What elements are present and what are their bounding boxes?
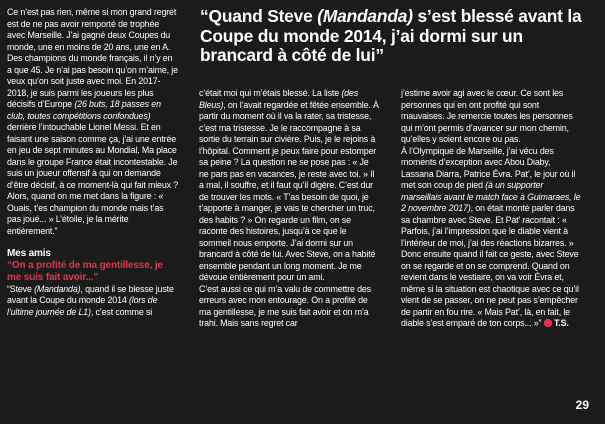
article-column-3 xyxy=(401,88,581,330)
headline: “Quand Steve (Mandanda) s’est blessé avant la Coupe du monde 2014, j’ai dormi sur un brancard à côté de lui” xyxy=(200,6,582,66)
pull-quote: “On a profité de ma gentillesse, je me suis fait avoir...” xyxy=(7,259,163,283)
paragraph: Des champions du monde français, il n’y en a que 45. Je n’ai pas besoin qu’on m’aime, je veux qu’on soit juste avec moi. En 2017-2018, je suis parmi les joueurs les plus décisifs d’Europe (26 buts, 18 passes en club, toutes compétitions confondues) derrière l’intouchable Lionel Messi. Et en faisant une saison comme ça, j’ai une entrée en jeu de sept minutes au Mondial. Ma place dans le groupe France était incontestable. Je suis un joueur offensif à qui on demande d’être décisif, à ce moment-là qui fait mieux ? Alors, quand on me met dans la figure : « Ouais, t’es champion du monde mais t’as pas joué... » L’étoile, je la mérite entièrement.” xyxy=(7,53,179,236)
article-column-1 xyxy=(7,7,179,318)
paragraph: C’est aussi ce qui m’a valu de commettre des erreurs avec mon entourage. On a profité de ma gentillesse, je me suis fait avoir et on m’a trahi. Mais sans regret car xyxy=(199,283,371,328)
article-column-2 xyxy=(199,88,380,330)
author-signature: T.S. xyxy=(553,318,569,328)
red-octagon-icon xyxy=(544,319,552,327)
paragraph: À l’Olympique de Marseille, j’ai vécu des moments d’exception avec Abou Diaby, Lassana Diarra, Patrice Évra. Pat’, le jour où il met son coup de pied (à un supporter marseillais avant le match face à Guimaraes, le 2 novembre 2017), on était monté parler dans sa chambre avec Steve. Et Pat’ racontait : « Parfois, j’ai l’impression que le diable vient à l’intérieur de moi, j’ai des réactions bizarres. » Donc ensuite quand il fait ce geste, avec Steve on se regarde et on se comprend. Quand on revient dans le vestiaire, on va voir Évra et, même si la situation est chaotique avec ce qu’il vient de se passer, on ne peut pas s’empêcher de partir en fou rire. « Mais Pat’, là, en fait, le diable s’est emparé de ton corps... »” T.S. xyxy=(401,145,581,328)
paragraph: j’estime avoir agi avec le cœur. Ce sont les personnes qui en ont profité qui sont mauvaises. Je remercie toutes les personnes qui m’ont permis d’avancer sur mon chemin, qu’elles y soient encore ou pas. xyxy=(401,88,573,144)
page-number: 29 xyxy=(575,398,589,412)
paragraph: Ce n’est pas rien, même si mon grand regret est de ne pas avoir remporté de trophée avec Marseille. J’ai gagné deux Coupes du monde, une en moins de 20 ans, une en A. xyxy=(7,7,177,52)
subheading: Mes amis xyxy=(7,248,51,259)
paragraph: c’était moi qui m’étais blessé. La liste (des Bleus), on l’avait regardée et fêtée ensemble. À partir du moment où il va la rater, sa tristesse, c’est ma tristesse. Je le raccompagne à sa sortie du terrain sur civière. Puis, je le rejoins à l’hôpital. Comment je peux faire pour estomper sa peine ? La question ne se pose pas : « Je ne pars pas en vacances, je reste avec toi. » Il a mal, il souffre, et il faut qu’il digère. C’est dur de trouver les mots. « T’as besoin de quoi, je t’apporte à manger, je vais te chercher un truc, des habits ? » On regarde un film, on se raconte des histoires, jusqu’à ce que le sommeil nous emporte. J’ai dormi sur un brancard à côté de lui. Avec Steve, on a habité ensemble pendant un long moment. Je me dévoue entièrement pour un ami. xyxy=(199,88,379,282)
paragraph: “Steve (Mandanda), quand il se blesse juste avant la Coupe du monde 2014 (lors de l’ultime journée de L1), c’est comme si xyxy=(7,283,174,317)
